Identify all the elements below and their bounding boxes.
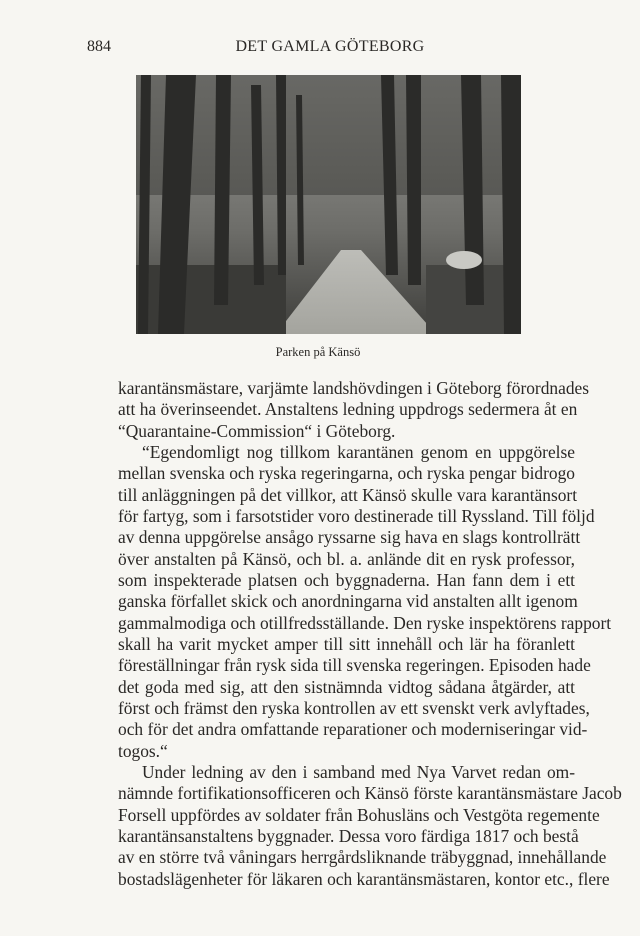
page-number: 884 (87, 38, 111, 55)
text-line: det goda med sig, att den sistnämnda vidtog sådana åtgärder, att (118, 676, 575, 697)
text-line: för fartyg, som i farsotstider voro destinerade till Ryssland. Till följd (118, 505, 595, 526)
park-photograph (136, 75, 521, 334)
text-line: karantänsanstaltens byggnader. Dessa voro färdiga 1817 och bestå (118, 825, 579, 846)
figure-caption: Parken på Känsö (275, 345, 361, 359)
text-line: Under ledning av den i samband med Nya Varvet redan om- (142, 761, 575, 782)
text-line: av en större två våningars herrgårdsliknande träbyggnad, innehållande (118, 847, 607, 868)
text-line: “Quarantaine-Commission“ i Göteborg. (118, 420, 396, 441)
text-line: togos.“ (118, 740, 168, 761)
text-line: mellan svenska och ryska regeringarna, och ryska pengar bidrogo (118, 463, 575, 484)
text-line: över anstalten på Känsö, och bl. a. anlände dit en rysk professor, (118, 548, 575, 569)
text-line: Forsell uppfördes av soldater från Bohusläns och Vestgöta regemente (118, 804, 600, 825)
text-line: “Egendomligt nog tillkom karantänen genom en uppgörelse (142, 441, 575, 462)
text-line: karantänsmästare, varjämte landshövdingen i Göteborg förordnades (118, 378, 590, 398)
text-line: skall ha varit mycket amper till sitt innehåll och lär ha föranlett (118, 633, 575, 654)
text-line: nämnde fortifikationsofficeren och Känsö förste karantänsmästare Jacob (118, 783, 622, 804)
text-line: bostadslägenheter för läkaren och karantänsmästaren, kontor etc., flere (118, 868, 610, 889)
text-line: gammalmodiga och otillfredsställande. Den ryske inspektörens rapport (118, 612, 612, 633)
text-line: och för det andra omfattande reparationer och moderniseringar vid- (118, 719, 588, 740)
body-text (118, 378, 622, 890)
text-line: först och främst den ryska kontrollen av ett svenskt verk avlyftades, (118, 697, 590, 718)
text-line: som inspekterade platsen och byggnaderna. Han fann dem i ett (118, 569, 575, 590)
text-line: av denna uppgörelse ansågo ryssarne sig hava en slags kontrollrätt (118, 527, 581, 548)
text-line: föreställningar från rysk sida till svenska regeringen. Episoden hade (118, 655, 591, 676)
text-line: ganska förfallet skick och anordningarna vid anstalten allt igenom (118, 591, 578, 612)
running-title: DET GAMLA GÖTEBORG (235, 38, 425, 55)
text-line: till anläggningen på det villkor, att Känsö skulle vara karantänsort (118, 484, 578, 505)
text-line: att ha överinseendet. Anstaltens ledning uppdrogs sedermera åt en (118, 399, 578, 420)
